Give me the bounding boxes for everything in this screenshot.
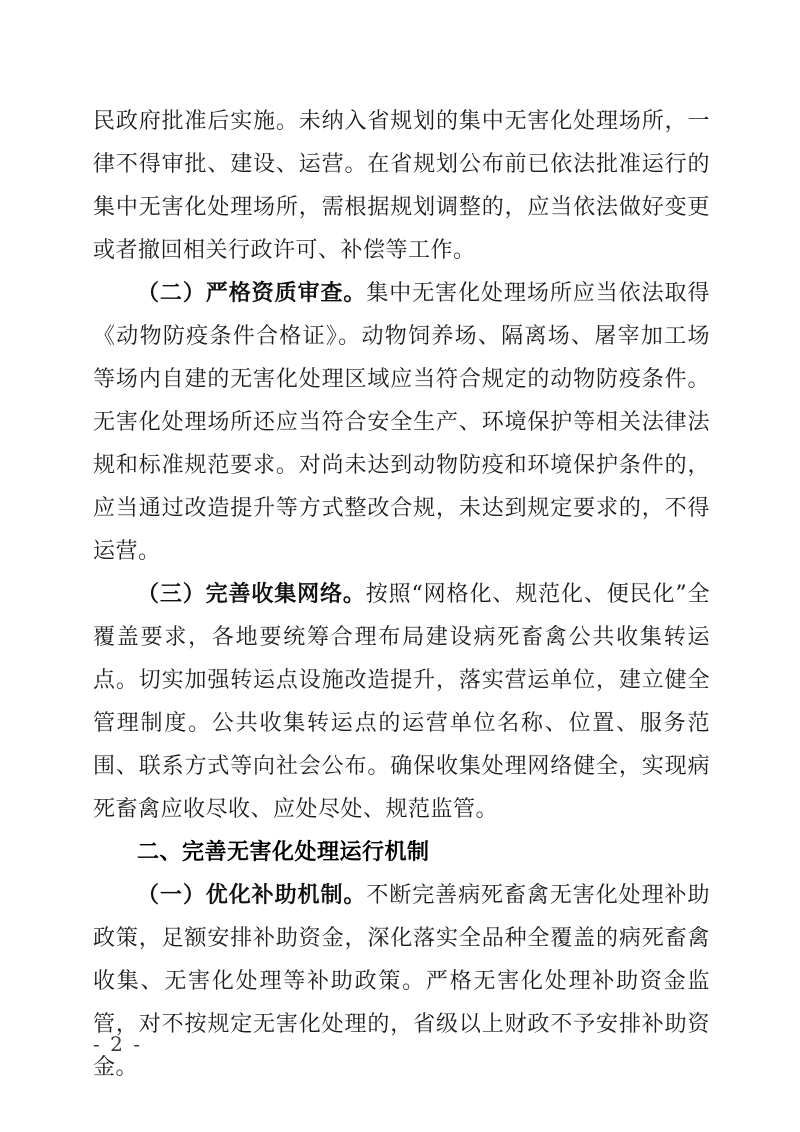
paragraph-section-2 <box>93 272 710 573</box>
document-text-column <box>93 100 710 1089</box>
paragraph-body-3: 按照“网格化、规范化、便民化”全覆盖要求，各地要统筹合理布局建设病死畜禽公共收集转运点。切实加强转运点设施改造提升，落实营运单位，建立健全管理制度。公共收集转运点的运营单位名称、位置、服务范围、联系方式等向社会公布。确保收集处理网络健全，实现病死畜禽应收尽收、应处尽处、规范监管。 <box>93 582 710 822</box>
runin-heading-3: （三）完善收集网络。 <box>137 581 366 607</box>
runin-heading-2: （二）严格资质审查。 <box>137 280 367 306</box>
runin-heading-4: （一）优化补助机制。 <box>137 882 367 908</box>
section-heading-two: 二、完善无害化处理运行机制 <box>137 840 430 865</box>
paragraph-body-4: 不断完善病死畜禽无害化处理补助政策，足额安排补助资金，深化落实全品种全覆盖的病死畜禽收集、无害化处理等补助政策。严格无害化处理补助资金监管，对不按规定无害化处理的，省级以上财政不予安排补助资金。 <box>93 883 710 1080</box>
paragraph-body-2: 集中无害化处理场所应当依法取得《动物防疫条件合格证》。动物饲养场、隔离场、屠宰加工场等场内自建的无害化处理区域应当符合规定的动物防疫条件。无害化处理场所还应当符合安全生产、环境保护等相关法律法规和标准规范要求。对尚未达到动物防疫和环境保护条件的，应当通过改造提升等方式整改合规，未达到规定要求的，不得运营。 <box>93 281 710 564</box>
paragraph-continuation: 民政府批准后实施。未纳入省规划的集中无害化处理场所，一律不得审批、建设、运营。在省规划公布前已依法批准运行的集中无害化处理场所，需根据规划调整的，应当依法做好变更或者撤回相关行政许可、补偿等工作。 <box>93 109 710 263</box>
paragraph-section-3 <box>93 573 710 831</box>
page-number-footer: - 2 - <box>93 1032 142 1056</box>
